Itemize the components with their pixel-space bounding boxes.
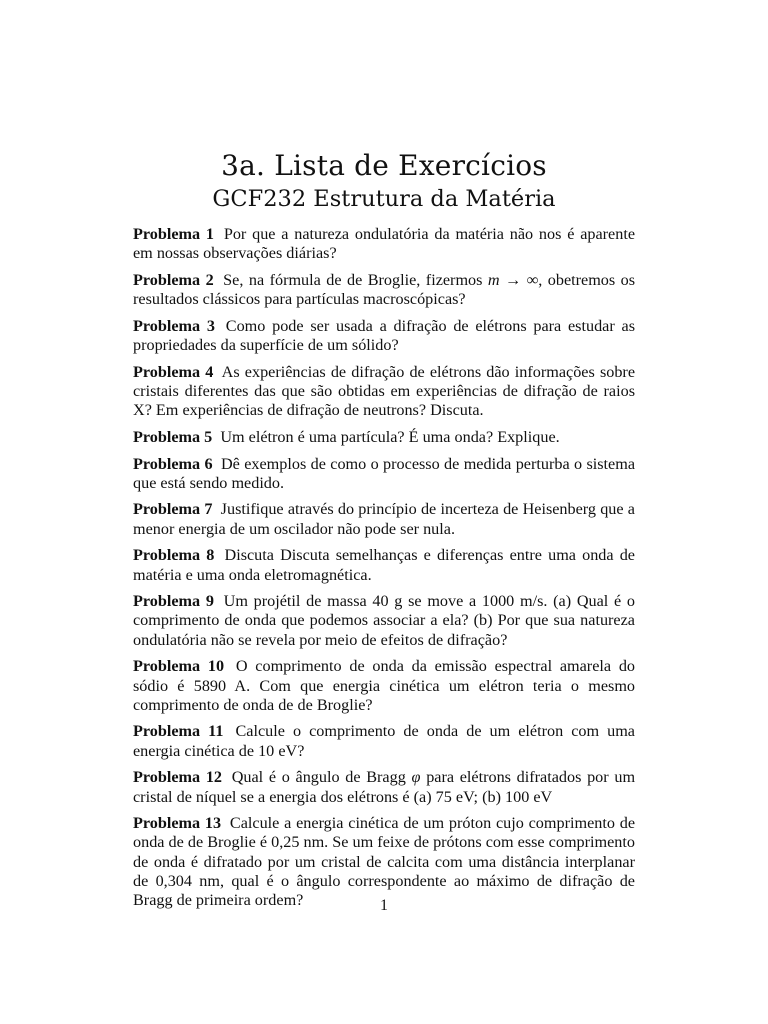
problem-label: Problema 13: [133, 814, 222, 833]
page-number: 1: [380, 897, 388, 914]
problem-1: [133, 225, 635, 263]
problem-6: [133, 455, 635, 493]
problem-label: Problema 8: [133, 546, 215, 565]
problem-text: Dê exemplos de como o processo de medida perturba o sistema que está sendo medido.: [133, 454, 636, 492]
problem-label: Problema 11: [133, 722, 224, 741]
problem-text: Por que a natureza ondulatória da matéria não nos é aparente em nossas observações diárias?: [133, 225, 636, 263]
problem-text: Justifique através do princípio de incerteza de Heisenberg que a menor energia de um oscilador não pode ser nula.: [133, 500, 635, 538]
problem-text: Discuta Discuta semelhanças e diferenças entre uma onda de matéria e uma onda eletromagnética.: [133, 546, 635, 584]
problem-9: [133, 592, 635, 650]
problem-text: O comprimento de onda da emissão espectral amarela do sódio é 5890 A. Com que energia cinética um elétron teria o mesmo comprimento de onda de de Broglie?: [133, 657, 636, 714]
problem-text: Calcule o comprimento de onda de um elétron com uma energia cinética de 10 eV?: [133, 722, 635, 760]
problem-label: Problema 12: [133, 768, 223, 787]
problem-11: [133, 722, 635, 760]
problem-label: Problema 6: [133, 454, 213, 473]
problem-text: Um elétron é uma partícula? É uma onda? Explique.: [220, 427, 560, 446]
math-expression: m → ∞: [487, 270, 539, 289]
problem-text: , obetremos os resultados clássicos para partículas macroscópicas?: [133, 270, 636, 309]
document-title: 3a. Lista de Exercícios: [221, 149, 547, 182]
document-subtitle: GCF232 Estrutura da Matéria: [212, 186, 556, 212]
problem-5: [133, 428, 635, 447]
problem-2: [133, 271, 635, 309]
problem-label: Problema 9: [133, 592, 214, 611]
problem-label: Problema 7: [133, 500, 213, 519]
problem-12: [133, 768, 635, 806]
problem-label: Problema 2: [133, 270, 214, 289]
document-page: [133, 148, 635, 918]
problem-text: Como pode ser usada a difração de elétrons para estudar as propriedades da superfície de um sólido?: [133, 316, 635, 355]
problem-text: Um projétil de massa 40 g se move a 1000 m/s. (a) Qual é o comprimento de onda que podemos associar a ela? (b) Por que sua natureza ondulatória não se revela por meio de efeitos de difração?: [133, 592, 635, 649]
problem-10: [133, 657, 635, 715]
problem-3: [133, 317, 635, 355]
problem-text: Qual é o ângulo de Bragg: [231, 768, 406, 787]
problem-label: Problema 10: [133, 657, 225, 676]
problem-13: [133, 814, 635, 910]
problem-text: para elétrons difratados por um cristal de níquel se a energia dos elétrons é (a) 75 eV; (b) 100 eV: [133, 768, 636, 806]
problem-label: Problema 3: [133, 316, 215, 335]
problem-label: Problema 1: [133, 225, 215, 243]
problem-8: [133, 546, 635, 584]
problem-label: Problema 4: [133, 362, 214, 381]
math-symbol-phi: φ: [411, 768, 421, 787]
problem-label: Problema 5: [133, 427, 213, 446]
problem-text: Se, na fórmula de de Broglie, fizermos: [223, 270, 483, 289]
problem-4: [133, 363, 635, 421]
problem-text: Calcule a energia cinética de um próton cujo comprimento de onda de de Broglie é 0,25 nm. Se um feixe de prótons com esse comprimento de onda é difratado por um cristal de calcita com uma distância interplanar de 0,304 nm, qual é o ângulo correspondente ao máximo de difração de Bragg de primeira ordem?: [133, 814, 636, 910]
problem-text: As experiências de difração de elétrons dão informações sobre cristais diferentes das que são obtidas em experiências de difração de raios X? Em experiências de difração de neutrons? Discuta.: [133, 362, 636, 420]
problem-7: [133, 500, 635, 538]
